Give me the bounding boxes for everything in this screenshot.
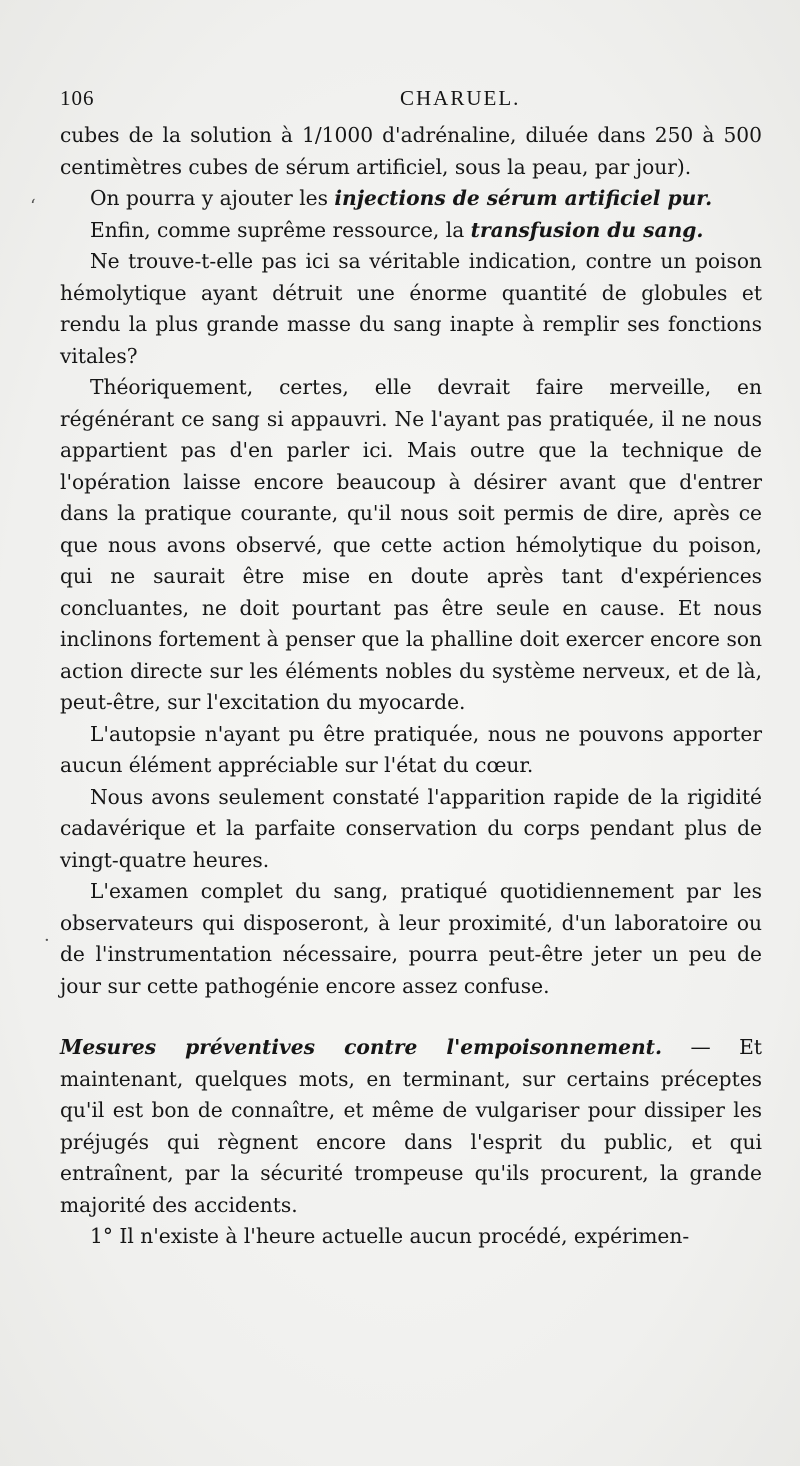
paragraph-transfusion bbox=[60, 215, 762, 247]
margin-mark: ‘ bbox=[30, 196, 36, 217]
paragraph-dosage-continuation: cubes de la solution à 1/1000 d'adrénaline, diluée dans 250 à 500 centimètres cubes de sérum artificiel, sous la peau, par jour). bbox=[60, 123, 762, 179]
paragraph-text: On pourra y ajouter les bbox=[90, 186, 335, 210]
paragraph-theoretical: Théoriquement, certes, elle devrait faire merveille, en régénérant ce sang si appauvri. Ne l'ayant pas pratiquée, il ne nous appartient pas d'en parler ici. Mais outre que la technique de l'opération laisse encore beaucoup à désirer avant que d'entrer dans la pratique courante, qu'il nous soit permis de dire, après ce que nous avons observé, que cette action hémolytique du poison, qui ne saurait être mise en doute après tant d'expériences concluantes, ne doit pourtant pas être seule en cause. Et nous inclinons fortement à penser que la phalline doit exercer encore son action directe sur les éléments nobles du système nerveux, et de là, peut-être, sur l'excitation du myocarde. bbox=[60, 375, 762, 714]
margin-dot: · bbox=[44, 930, 50, 951]
body-text bbox=[60, 120, 762, 1253]
paragraph-text: Enfin, comme suprême ressource, la bbox=[90, 217, 471, 242]
italic-term-transfusion: transfusion du sang. bbox=[470, 217, 704, 242]
section-heading-preventive: Mesures préventives contre l'empoisonnement. bbox=[60, 1035, 662, 1059]
paragraph-preventive-measures bbox=[60, 1032, 762, 1221]
paragraph-serum-injections bbox=[60, 183, 762, 215]
page-number: 106 bbox=[60, 86, 95, 110]
running-head: CHARUEL. bbox=[400, 86, 521, 110]
paragraph-precept-1: 1° Il n'existe à l'heure actuelle aucun procédé, expérimen- bbox=[90, 1224, 690, 1248]
paragraph-text: — Et maintenant, quelques mots, en terminant, sur certains préceptes qu'il est bon de connaître, et même de vulgariser pour dissiper les préjugés qui règnent encore dans l'esprit du public, et qui entraînent, par la sécurité trompeuse qu'ils procurent, la grande majorité des accidents. bbox=[60, 1035, 763, 1217]
italic-term-injections: injections de sérum artificiel pur. bbox=[334, 186, 713, 210]
paragraph-autopsy: L'autopsie n'ayant pu être pratiquée, nous ne pouvons apporter aucun élément appréciable sur l'état du cœur. bbox=[60, 721, 762, 777]
paragraph-blood-exam: L'examen complet du sang, pratiqué quotidiennement par les observateurs qui disposeront, à leur proximité, d'un laboratoire ou de l'instrumentation nécessaire, pourra peut-être jeter un peu de jour sur cette pathogénie encore assez confuse. bbox=[60, 879, 762, 998]
page-header bbox=[60, 86, 760, 116]
paragraph-hemolytic-indication: Ne trouve-t-elle pas ici sa véritable indication, contre un poison hémolytique ayant détruit une énorme quantité de globules et rendu la plus grande masse du sang inapte à remplir ses fonctions vitales? bbox=[60, 249, 762, 368]
paragraph-rigidity: Nous avons seulement constaté l'apparition rapide de la rigidité cadavérique et la parfaite conservation du corps pendant plus de vingt-quatre heures. bbox=[60, 784, 762, 872]
